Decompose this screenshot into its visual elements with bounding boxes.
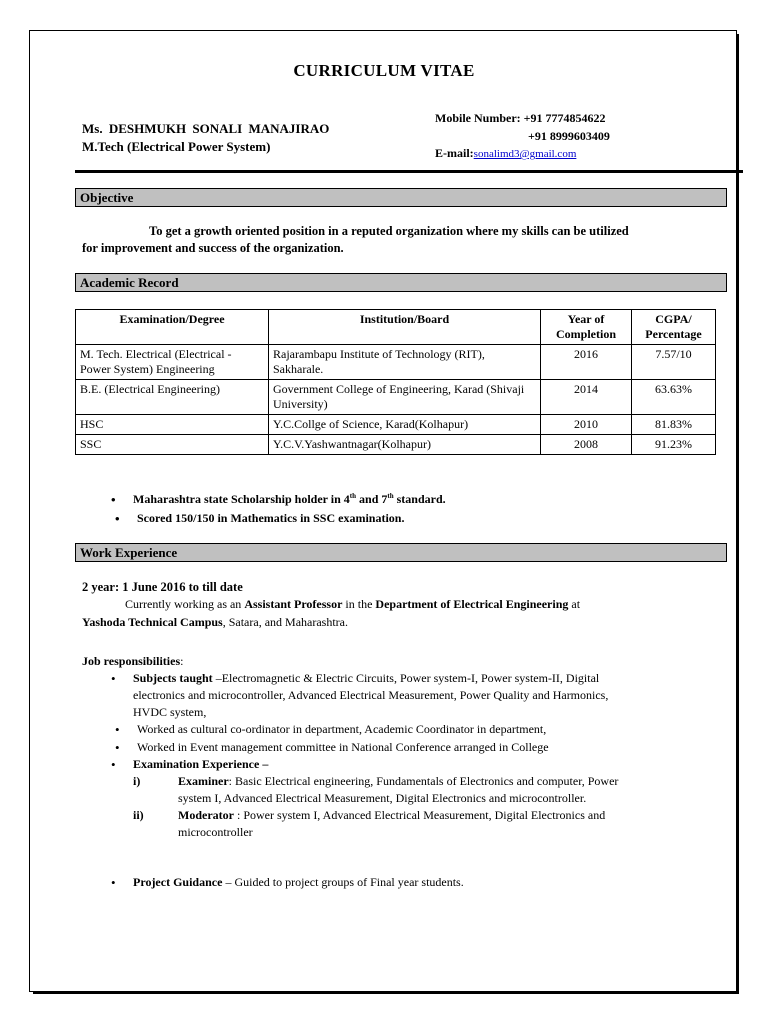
header-degree: Examination/Degree bbox=[76, 310, 269, 345]
table-row bbox=[76, 345, 716, 380]
exam-experience bbox=[133, 757, 268, 772]
row-degree: HSC bbox=[76, 415, 269, 435]
table-header-row bbox=[76, 310, 716, 345]
row-score: 7.57/10 bbox=[632, 345, 716, 380]
achievement-text: Maharashtra state Scholarship holder in 4 bbox=[133, 492, 350, 506]
work-text: at bbox=[568, 597, 581, 611]
objective-heading: Objective bbox=[75, 188, 727, 207]
candidate-name: Ms. DESHMUKH SONALI MANAJIRAO bbox=[82, 121, 330, 136]
table-row bbox=[76, 380, 716, 415]
duty-event: • Worked in Event management committee in National Conference arranged in College bbox=[137, 740, 549, 755]
examiner-num: i) bbox=[133, 774, 141, 788]
academic-heading: Academic Record bbox=[75, 273, 727, 292]
moderator-text: : Power system I, Advanced Electrical Measurement, Digital Electronics and bbox=[233, 808, 606, 822]
header-score: CGPA/ Percentage bbox=[632, 310, 716, 345]
work-text: , Satara, and Maharashtra. bbox=[222, 615, 348, 629]
row-degree: SSC bbox=[76, 435, 269, 455]
job-responsibilities-label bbox=[82, 654, 183, 669]
moderator-label: Moderator bbox=[178, 808, 234, 822]
row-year: 2014 bbox=[541, 380, 632, 415]
subjects-text: –Electromagnetic & Electric Circuits, Power system-I, Power system-II, Digital bbox=[212, 671, 600, 685]
work-text: Currently working as an bbox=[125, 597, 245, 611]
academic-table bbox=[75, 309, 716, 455]
achievement-scholarship bbox=[133, 492, 446, 507]
table-row bbox=[76, 435, 716, 455]
work-role: Assistant Professor bbox=[244, 597, 343, 611]
email-link[interactable]: sonalimd3@gmail.com bbox=[473, 148, 577, 160]
examiner-line-2: system I, Advanced Electrical Measurement, Digital Electronics and microcontroller. bbox=[178, 791, 587, 805]
resp-colon: : bbox=[180, 654, 184, 668]
table-row bbox=[76, 415, 716, 435]
examiner-label: Examiner bbox=[178, 774, 229, 788]
row-institution: Government College of Engineering, Karad (Shivaji University) bbox=[269, 380, 541, 415]
examiner-number bbox=[133, 774, 140, 789]
superscript: th bbox=[387, 492, 394, 500]
work-organization: Yashoda Technical Campus bbox=[82, 615, 223, 629]
exam-label: Examination Experience – bbox=[133, 757, 269, 771]
mobile-number-1: +91 7774854622 bbox=[523, 111, 606, 125]
subjects-line-2: electronics and microcontroller, Advanced Electrical Measurement, Power Quality and Harmonics, bbox=[133, 688, 609, 702]
row-year: 2008 bbox=[541, 435, 632, 455]
mobile-number-2: +91 8999603409 bbox=[528, 129, 610, 143]
work-line-1 bbox=[125, 597, 580, 612]
mobile-line-1 bbox=[435, 111, 606, 126]
resp-label: Job responsibilities bbox=[82, 654, 181, 668]
header-divider bbox=[75, 170, 743, 173]
header-institution: Institution/Board bbox=[269, 310, 541, 345]
guidance-text: – Guided to project groups of Final year students. bbox=[222, 875, 464, 889]
achievement-maths: • Scored 150/150 in Mathematics in SSC examination. bbox=[137, 511, 404, 526]
work-heading: Work Experience bbox=[75, 543, 727, 562]
mobile-label: Mobile Number: bbox=[435, 111, 521, 125]
header-year: Year of Completion bbox=[541, 310, 632, 345]
row-score: 91.23% bbox=[632, 435, 716, 455]
project-guidance bbox=[133, 875, 464, 890]
moderator-number bbox=[133, 808, 144, 823]
row-degree: M. Tech. Electrical (Electrical - Power System) Engineering bbox=[76, 345, 269, 380]
row-year: 2010 bbox=[541, 415, 632, 435]
document-title: CURRICULUM VITAE bbox=[293, 61, 475, 80]
work-period: 2 year: 1 June 2016 to till date bbox=[82, 580, 243, 594]
objective-text-1: To get a growth oriented position in a reputed organization where my skills can be utilized bbox=[149, 224, 629, 238]
row-institution: Y.C.Collge of Science, Karad(Kolhapur) bbox=[269, 415, 541, 435]
objective-text-2: for improvement and success of the organization. bbox=[82, 241, 344, 255]
moderator-line-2: microcontroller bbox=[178, 825, 253, 839]
examiner-text: : Basic Electrical engineering, Fundamentals of Electronics and computer, Power bbox=[228, 774, 619, 788]
email-label: E-mail: bbox=[435, 146, 474, 160]
examiner-entry bbox=[178, 774, 618, 789]
row-degree: B.E. (Electrical Engineering) bbox=[76, 380, 269, 415]
page-shadow-right bbox=[736, 34, 739, 994]
subjects-line-3: HVDC system, bbox=[133, 705, 207, 719]
candidate-degree: M.Tech (Electrical Power System) bbox=[82, 139, 271, 154]
achievement-text: and 7 bbox=[356, 492, 388, 506]
row-score: 63.63% bbox=[632, 380, 716, 415]
work-line-2 bbox=[82, 615, 348, 630]
page-shadow-bottom bbox=[33, 991, 739, 994]
moderator-entry bbox=[178, 808, 605, 823]
duty-cultural: • Worked as cultural co-ordinator in department, Academic Coordinator in department, bbox=[137, 722, 546, 737]
subjects-taught bbox=[133, 671, 703, 686]
row-score: 81.83% bbox=[632, 415, 716, 435]
moderator-num: ii) bbox=[133, 808, 144, 822]
row-institution: Y.C.V.Yashwantnagar(Kolhapur) bbox=[269, 435, 541, 455]
row-institution: Rajarambapu Institute of Technology (RIT), Sakharale. bbox=[269, 345, 541, 380]
work-department: Department of Electrical Engineering bbox=[375, 597, 569, 611]
work-text: in the bbox=[342, 597, 376, 611]
superscript: th bbox=[349, 492, 357, 500]
subjects-label: Subjects taught bbox=[133, 671, 213, 685]
row-year: 2016 bbox=[541, 345, 632, 380]
email-line bbox=[435, 146, 576, 161]
achievement-text: standard. bbox=[393, 492, 446, 506]
guidance-label: Project Guidance bbox=[133, 875, 223, 889]
